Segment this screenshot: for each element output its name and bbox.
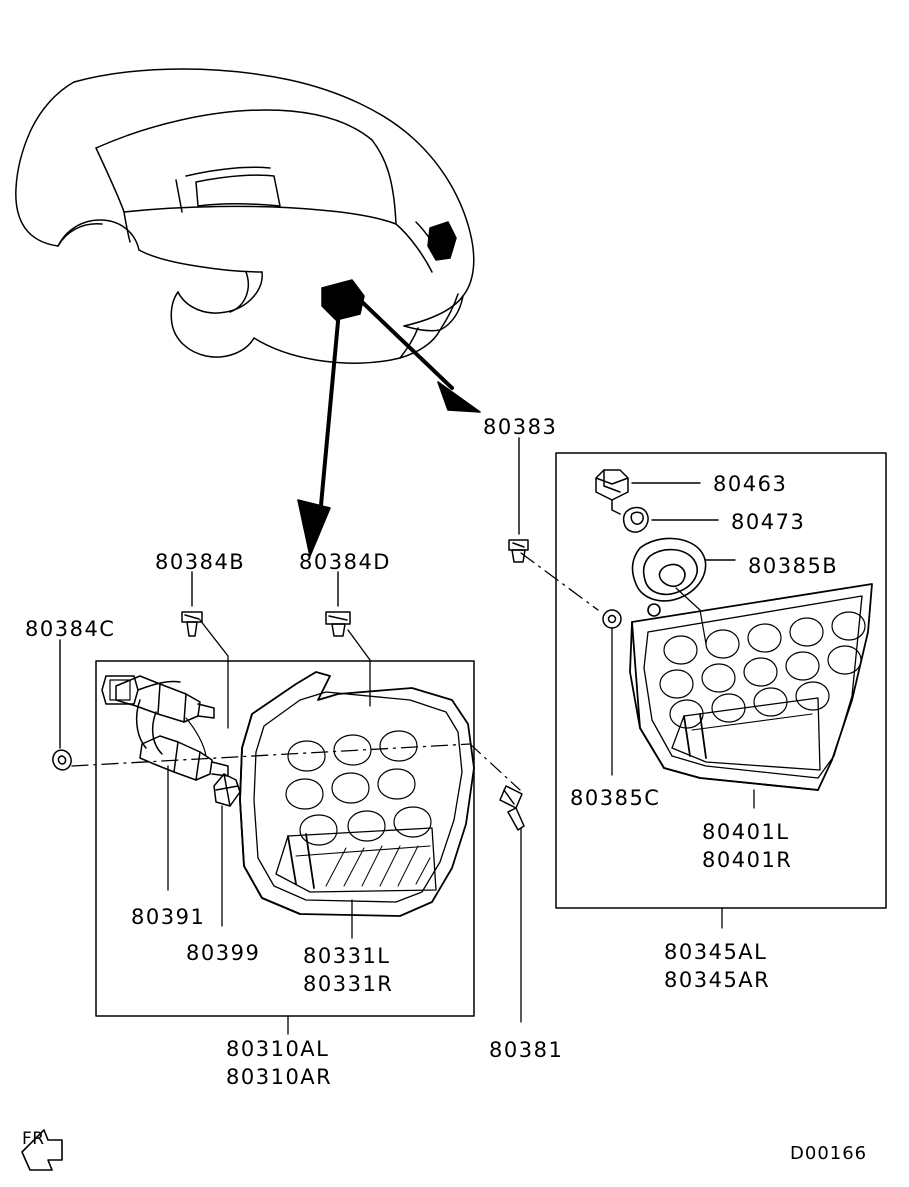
axis-dashdot-left (72, 744, 470, 766)
part-80381-screw (500, 786, 524, 830)
label-80401l: 80401L (702, 820, 790, 844)
label-80310al: 80310AL (226, 1037, 330, 1061)
label-80345al: 80345AL (664, 940, 768, 964)
part-80401-inner-lamp (630, 584, 872, 790)
outer-lamp-group-box (96, 661, 474, 1016)
vehicle-illustration (16, 69, 474, 363)
part-80331-outer-lamp (240, 672, 474, 916)
part-80384C (50, 748, 74, 773)
axis-dashdot-right (521, 553, 598, 610)
label-group-80401 (702, 818, 792, 875)
label-80384d: 80384D (299, 550, 391, 574)
label-group-80310a (226, 1035, 332, 1092)
label-group-80345a (664, 938, 770, 995)
label-80331l: 80331L (303, 944, 391, 968)
label-80391: 80391 (131, 905, 206, 929)
label-80331r: 80331R (303, 972, 394, 997)
label-80345ar: 80345AR (664, 968, 771, 993)
part-80383 (509, 540, 528, 562)
label-80384b: 80384B (155, 550, 246, 574)
label-80383: 80383 (483, 415, 558, 439)
label-80385c: 80385C (570, 786, 661, 810)
fr-marker-label: FR (22, 1129, 45, 1149)
label-80399: 80399 (186, 941, 261, 965)
label-80473: 80473 (731, 510, 806, 534)
label-80401r: 80401R (702, 848, 793, 873)
leader-arrows (298, 300, 480, 556)
label-80384c: 80384C (25, 617, 116, 641)
part-80399-bulb (214, 774, 240, 806)
part-80463 (596, 470, 628, 514)
label-80381: 80381 (489, 1038, 564, 1062)
label-80385b: 80385B (748, 554, 839, 578)
label-80310ar: 80310AR (226, 1065, 333, 1090)
part-80384B (182, 612, 202, 636)
part-80391-socket-harness (102, 676, 228, 780)
axis-link (470, 744, 520, 790)
part-80385C (603, 610, 621, 628)
label-group-80331 (303, 942, 393, 999)
part-80384D (326, 612, 350, 636)
diagram-id-code: D00166 (790, 1143, 868, 1164)
part-80473 (624, 508, 648, 533)
label-80463: 80463 (713, 472, 788, 496)
